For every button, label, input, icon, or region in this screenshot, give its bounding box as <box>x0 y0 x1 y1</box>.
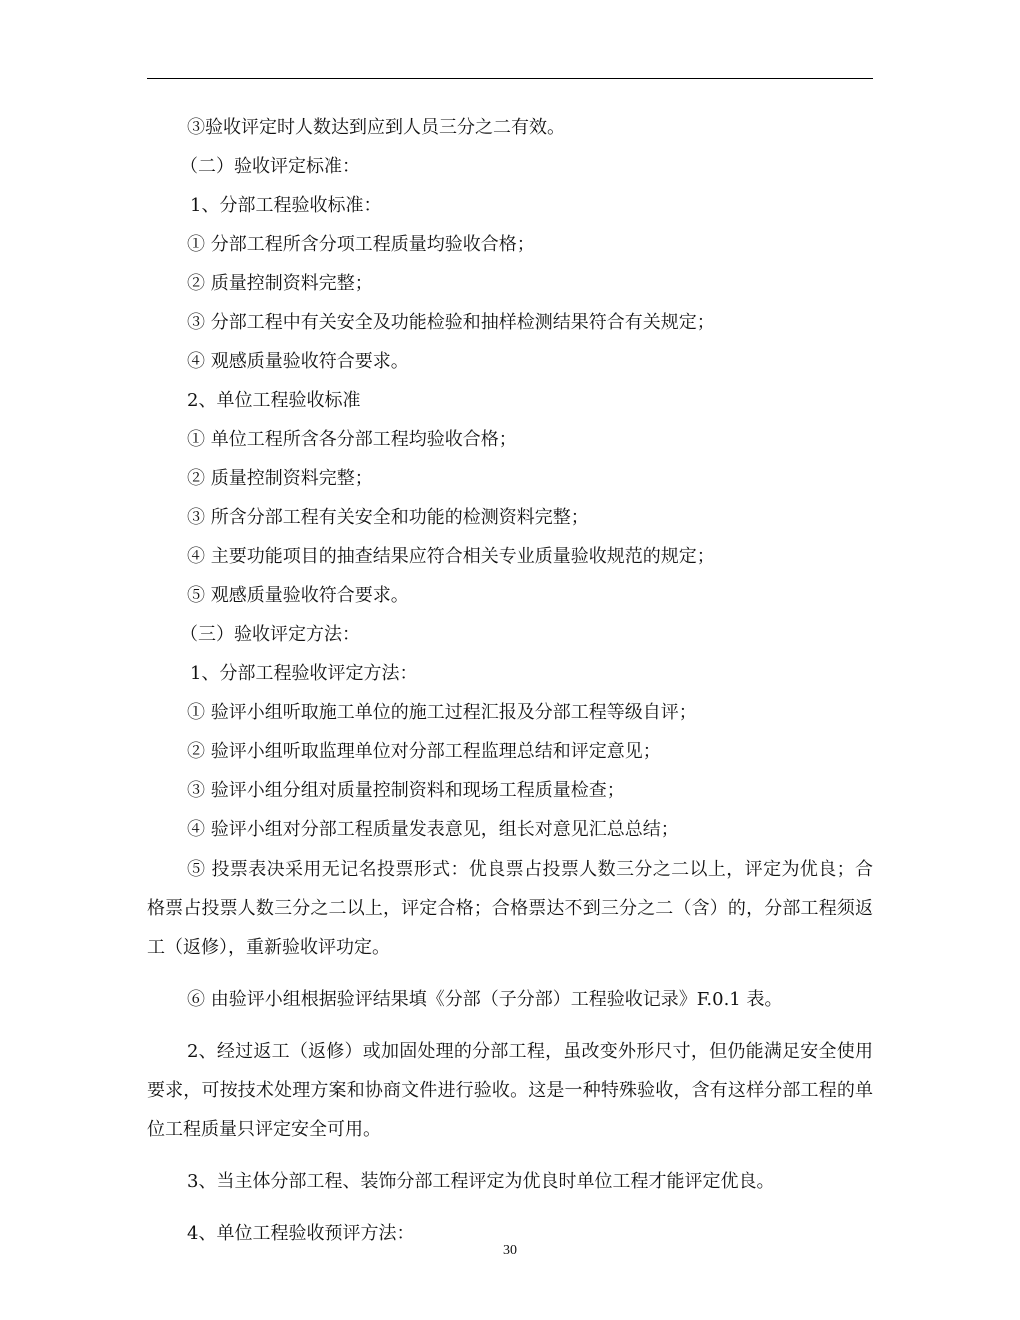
list-item: ① 验评小组听取施工单位的施工过程汇报及分部工程等级自评； <box>187 702 697 723</box>
header-rule <box>147 78 873 79</box>
subsection-heading: 2、单位工程验收标准 <box>187 390 361 411</box>
list-item: ③ 分部工程中有关安全及功能检验和抽样检测结果符合有关规定； <box>187 312 715 333</box>
page-number: 30 <box>503 1243 517 1258</box>
list-item: ③ 验评小组分组对质量控制资料和现场工程质量检查； <box>187 780 625 801</box>
section-heading: （三）验收评定方法： <box>180 624 360 645</box>
document-body <box>147 115 873 1272</box>
list-item: ⑤ 观感质量验收符合要求。 <box>187 585 409 606</box>
subsection-heading: 1、分部工程验收标准： <box>190 195 382 216</box>
text-line: ③验收评定时人数达到应到人员三分之二有效。 <box>187 117 565 138</box>
list-item: ④ 主要功能项目的抽查结果应符合相关专业质量验收规范的规定； <box>187 546 715 567</box>
list-item: ① 单位工程所含各分部工程均验收合格； <box>187 429 517 450</box>
paragraph: 2、经过返工（返修）或加固处理的分部工程，虽改变外形尺寸，但仍能满足安全使用要求，可按技术处理方案和协商文件进行验收。这是一种特殊验收，含有这样分部工程的单位工程质量只评定安全可用。 <box>147 1041 873 1140</box>
paragraph: 3、当主体分部工程、装饰分部工程评定为优良时单位工程才能评定优良。 <box>187 1171 775 1192</box>
list-item: ② 质量控制资料完整； <box>187 273 373 294</box>
list-item: ③ 所含分部工程有关安全和功能的检测资料完整； <box>187 507 589 528</box>
subsection-heading: 1、分部工程验收评定方法： <box>190 663 418 684</box>
list-item: ① 分部工程所含分项工程质量均验收合格； <box>187 234 535 255</box>
paragraph: ⑤ 投票表决采用无记名投票形式：优良票占投票人数三分之二以上，评定为优良；合格票占投票人数三分之二以上，评定合格；合格票达不到三分之二（含）的，分部工程须返工（返修），重新验收评功定。 <box>147 859 873 958</box>
list-item: ④ 验评小组对分部工程质量发表意见，组长对意见汇总总结； <box>187 819 679 840</box>
section-heading: （二）验收评定标准： <box>180 156 360 177</box>
paragraph: 4、单位工程验收预评方法： <box>187 1223 415 1244</box>
paragraph: ⑥ 由验评小组根据验评结果填《分部（子分部）工程验收记录》F.0.1 表。 <box>187 989 783 1010</box>
list-item: ② 质量控制资料完整； <box>187 468 373 489</box>
list-item: ④ 观感质量验收符合要求。 <box>187 351 409 372</box>
list-item: ② 验评小组听取监理单位对分部工程监理总结和评定意见； <box>187 741 661 762</box>
